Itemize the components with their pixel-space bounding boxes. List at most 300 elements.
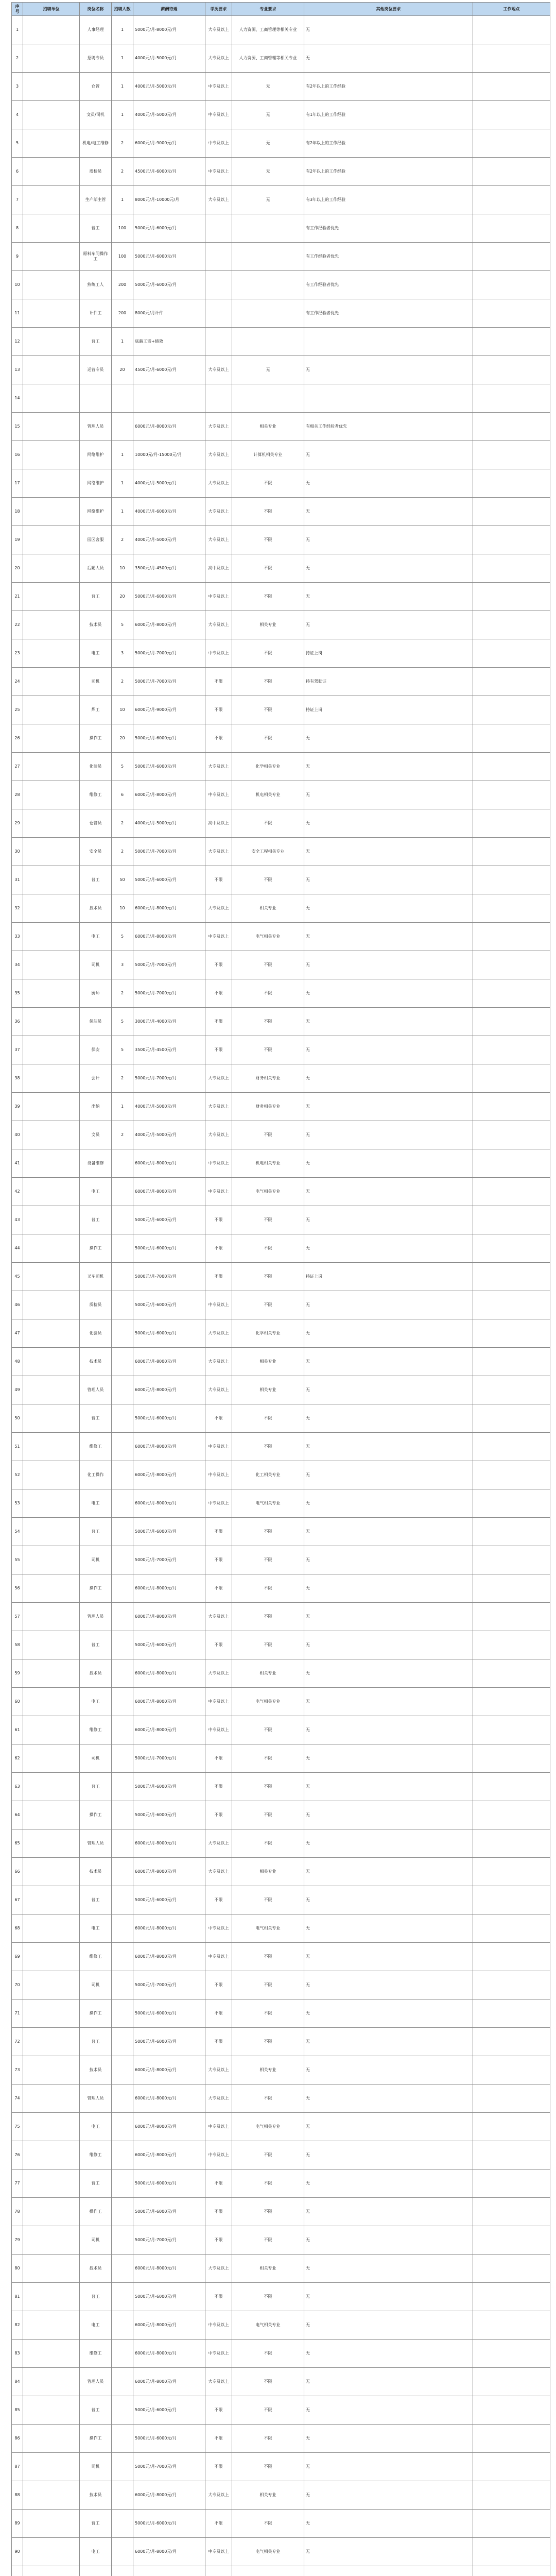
table-row: [12, 838, 550, 866]
cell-major: 财务相关专业: [232, 1093, 304, 1121]
cell-post: 管理人员: [80, 1603, 112, 1631]
cell-post: [80, 2566, 112, 2576]
cell-seq: 57: [12, 1603, 23, 1631]
cell-seq: 49: [12, 1376, 23, 1404]
cell-pay: 6000元/月-8000元/月: [133, 1943, 205, 1971]
cell-edu: 大专及以上: [205, 894, 232, 923]
table-row: [12, 1121, 550, 1149]
cell-pay: 6000元/月-8000元/月: [133, 2368, 205, 2396]
cell-major: 不限: [232, 1631, 304, 1659]
cell-post: 普工: [80, 1631, 112, 1659]
cell-other: 无: [304, 1971, 473, 1999]
cell-pay: 5000元/月-6000元/月: [133, 1404, 205, 1433]
cell-other: 无: [304, 1433, 473, 1461]
cell-pay: 4500元/月-6000元/月: [133, 158, 205, 186]
cell-post: 管理人员: [80, 2368, 112, 2396]
cell-major: 相关专业: [232, 1858, 304, 1886]
cell-post: 电工: [80, 1688, 112, 1716]
cell-other: 无: [304, 1688, 473, 1716]
cell-place: [473, 243, 550, 271]
cell-place: [473, 781, 550, 809]
table-row: [12, 2396, 550, 2425]
cell-unit: [23, 2170, 80, 2198]
table-row: [12, 1376, 550, 1404]
cell-major: 不限: [232, 2226, 304, 2255]
cell-post: 仓管: [80, 73, 112, 101]
cell-place: [473, 979, 550, 1008]
cell-edu: 不限: [205, 2226, 232, 2255]
cell-unit: [23, 384, 80, 413]
cell-pay: 6000元/月-8000元/月: [133, 1659, 205, 1688]
cell-place: [473, 2084, 550, 2113]
table-row: [12, 1319, 550, 1348]
cell-post: 操作工: [80, 1999, 112, 2028]
cell-pay: 6000元/月-8000元/月: [133, 1914, 205, 1943]
cell-pay: 5000元/月-6000元/月: [133, 1801, 205, 1829]
cell-count: [112, 2453, 133, 2481]
cell-pay: 3000元/月-4000元/月: [133, 1008, 205, 1036]
cell-count: [112, 1659, 133, 1688]
table-row: [12, 384, 550, 413]
cell-pay: 6000元/月-8000元/月: [133, 2255, 205, 2283]
cell-major: 相关专业: [232, 1659, 304, 1688]
cell-pay: 6000元/月-8000元/月: [133, 1376, 205, 1404]
cell-other: 无: [304, 1886, 473, 1914]
cell-count: 3: [112, 639, 133, 668]
cell-seq: 66: [12, 1858, 23, 1886]
table-row: [12, 16, 550, 44]
cell-other: 无: [304, 2425, 473, 2453]
cell-unit: [23, 1631, 80, 1659]
table-row: [12, 2028, 550, 2056]
cell-edu: 大专及以上: [205, 16, 232, 44]
cell-place: [473, 1886, 550, 1914]
cell-seq: 39: [12, 1093, 23, 1121]
cell-major: 不限: [232, 526, 304, 554]
cell-place: [473, 1121, 550, 1149]
cell-count: [112, 1773, 133, 1801]
cell-other: 无: [304, 1064, 473, 1093]
cell-edu: [205, 271, 232, 299]
cell-edu: 不限: [205, 724, 232, 753]
cell-pay: 6000元/月-8000元/月: [133, 1348, 205, 1376]
cell-major: 相关专业: [232, 1348, 304, 1376]
table-row: [12, 2113, 550, 2141]
cell-place: [473, 1036, 550, 1064]
cell-place: [473, 1291, 550, 1319]
cell-seq: 71: [12, 1999, 23, 2028]
cell-unit: [23, 1376, 80, 1404]
cell-place: [473, 724, 550, 753]
cell-seq: 86: [12, 2425, 23, 2453]
cell-other: 无: [304, 526, 473, 554]
cell-seq: 15: [12, 413, 23, 441]
cell-place: [473, 1688, 550, 1716]
cell-post: 操作工: [80, 1234, 112, 1263]
cell-other: 无: [304, 611, 473, 639]
cell-seq: 45: [12, 1263, 23, 1291]
cell-unit: [23, 1489, 80, 1518]
cell-unit: [23, 838, 80, 866]
cell-place: [473, 1858, 550, 1886]
cell-count: [112, 2311, 133, 2340]
cell-edu: 大专及以上: [205, 413, 232, 441]
cell-edu: 中专及以上: [205, 101, 232, 129]
cell-major: 化学相关专业: [232, 1319, 304, 1348]
table-row: [12, 2198, 550, 2226]
table-row: [12, 1574, 550, 1603]
cell-unit: [23, 2368, 80, 2396]
cell-pay: 5000元/月-6000元/月: [133, 724, 205, 753]
cell-unit: [23, 1206, 80, 1234]
cell-edu: 不限: [205, 951, 232, 979]
cell-count: 1: [112, 498, 133, 526]
cell-other: 有工作经验者优先: [304, 243, 473, 271]
cell-pay: 6000元/月-8000元/月: [133, 1716, 205, 1744]
cell-major: 不限: [232, 1603, 304, 1631]
cell-unit: [23, 2084, 80, 2113]
cell-major: 不限: [232, 639, 304, 668]
cell-post: 维修工: [80, 2141, 112, 2170]
cell-unit: [23, 1433, 80, 1461]
cell-pay: 底薪工资+绩效: [133, 328, 205, 356]
cell-place: [473, 1234, 550, 1263]
cell-unit: [23, 724, 80, 753]
cell-pay: [133, 2566, 205, 2576]
cell-seq: 52: [12, 1461, 23, 1489]
cell-edu: 大专及以上: [205, 1121, 232, 1149]
cell-pay: 5000元/月-6000元/月: [133, 2028, 205, 2056]
cell-count: [112, 1943, 133, 1971]
table-row: [12, 2368, 550, 2396]
cell-count: 6: [112, 781, 133, 809]
header-post: 岗位名称: [80, 3, 112, 16]
cell-edu: 不限: [205, 2198, 232, 2226]
cell-other: 无: [304, 894, 473, 923]
cell-seq: 24: [12, 668, 23, 696]
cell-place: [473, 2538, 550, 2566]
cell-major: 不限: [232, 2170, 304, 2198]
cell-seq: 65: [12, 1829, 23, 1858]
cell-other: 无: [304, 2510, 473, 2538]
cell-count: 2: [112, 838, 133, 866]
cell-pay: 4000元/月-5000元/月: [133, 469, 205, 498]
cell-seq: 51: [12, 1433, 23, 1461]
cell-pay: 5000元/月-6000元/月: [133, 2198, 205, 2226]
cell-major: 不限: [232, 1801, 304, 1829]
cell-seq: 84: [12, 2368, 23, 2396]
cell-pay: 5000元/月-6000元/月: [133, 753, 205, 781]
table-row: [12, 1886, 550, 1914]
cell-major: 电气相关专业: [232, 1914, 304, 1943]
cell-seq: 1: [12, 16, 23, 44]
cell-edu: 中专及以上: [205, 2538, 232, 2566]
cell-unit: [23, 781, 80, 809]
cell-post: 计件工: [80, 299, 112, 328]
cell-count: [112, 2084, 133, 2113]
cell-seq: 13: [12, 356, 23, 384]
cell-major: 不限: [232, 724, 304, 753]
cell-major: 不限: [232, 979, 304, 1008]
cell-count: 1: [112, 16, 133, 44]
cell-count: 5: [112, 1008, 133, 1036]
cell-pay: 6000元/月-8000元/月: [133, 2113, 205, 2141]
table-row: [12, 2311, 550, 2340]
cell-place: [473, 809, 550, 838]
cell-seq: 30: [12, 838, 23, 866]
cell-pay: 6000元/月-8000元/月: [133, 894, 205, 923]
cell-post: 司机: [80, 1744, 112, 1773]
cell-place: [473, 299, 550, 328]
cell-post: 厨师: [80, 979, 112, 1008]
cell-unit: [23, 1744, 80, 1773]
cell-major: 不限: [232, 1263, 304, 1291]
cell-edu: [205, 2566, 232, 2576]
cell-place: [473, 1603, 550, 1631]
table-row: [12, 2425, 550, 2453]
cell-edu: [205, 214, 232, 243]
cell-post: 司机: [80, 1971, 112, 1999]
cell-count: [112, 1829, 133, 1858]
cell-seq: 43: [12, 1206, 23, 1234]
cell-pay: 5000元/月-7000元/月: [133, 1971, 205, 1999]
cell-place: [473, 639, 550, 668]
cell-pay: 5000元/月-6000元/月: [133, 1773, 205, 1801]
cell-place: [473, 1008, 550, 1036]
cell-edu: [205, 243, 232, 271]
cell-seq: 62: [12, 1744, 23, 1773]
cell-other: 无: [304, 2255, 473, 2283]
cell-edu: 大专及以上: [205, 1319, 232, 1348]
cell-major: [232, 243, 304, 271]
cell-post: 园区客服: [80, 526, 112, 554]
cell-pay: 5000元/月-6000元/月: [133, 1999, 205, 2028]
cell-post: 管理人员: [80, 1829, 112, 1858]
cell-count: [112, 1149, 133, 1178]
cell-seq: 48: [12, 1348, 23, 1376]
cell-count: [112, 1744, 133, 1773]
cell-unit: [23, 611, 80, 639]
cell-count: 1: [112, 186, 133, 214]
cell-place: [473, 2481, 550, 2510]
cell-edu: 大专及以上: [205, 2255, 232, 2283]
cell-major: 不限: [232, 1744, 304, 1773]
cell-count: 20: [112, 583, 133, 611]
table-row: [12, 1858, 550, 1886]
cell-seq: 5: [12, 129, 23, 158]
cell-post: 技术员: [80, 2481, 112, 2510]
cell-major: 不限: [232, 1999, 304, 2028]
table-row: [12, 1716, 550, 1744]
cell-post: 叉车司机: [80, 1263, 112, 1291]
cell-place: [473, 1489, 550, 1518]
cell-seq: 69: [12, 1943, 23, 1971]
table-row: [12, 554, 550, 583]
cell-place: [473, 1971, 550, 1999]
cell-edu: 中专及以上: [205, 2340, 232, 2368]
cell-place: [473, 1319, 550, 1348]
cell-other: 无: [304, 1858, 473, 1886]
cell-unit: [23, 413, 80, 441]
cell-count: [112, 1603, 133, 1631]
cell-count: 2: [112, 158, 133, 186]
cell-other: [304, 328, 473, 356]
cell-edu: 不限: [205, 2396, 232, 2425]
cell-unit: [23, 1659, 80, 1688]
cell-place: [473, 2396, 550, 2425]
cell-unit: [23, 73, 80, 101]
cell-unit: [23, 2113, 80, 2141]
table-row: [12, 923, 550, 951]
cell-seq: 44: [12, 1234, 23, 1263]
cell-pay: 5000元/月-7000元/月: [133, 1546, 205, 1574]
cell-post: 司机: [80, 951, 112, 979]
cell-count: [112, 1971, 133, 1999]
cell-count: [112, 2198, 133, 2226]
cell-post: 普工: [80, 1773, 112, 1801]
cell-other: 无: [304, 923, 473, 951]
cell-other: 无: [304, 2226, 473, 2255]
cell-other: 无: [304, 356, 473, 384]
cell-major: [232, 328, 304, 356]
cell-count: [112, 1489, 133, 1518]
cell-unit: [23, 1064, 80, 1093]
cell-major: [232, 299, 304, 328]
cell-pay: 3500元/月-4500元/月: [133, 1036, 205, 1064]
cell-edu: 大专及以上: [205, 1376, 232, 1404]
cell-count: [112, 1999, 133, 2028]
cell-place: [473, 2170, 550, 2198]
cell-major: 不限: [232, 1829, 304, 1858]
cell-seq: 85: [12, 2396, 23, 2425]
cell-major: 人力资源、工商管理等相关专业: [232, 44, 304, 73]
cell-other: 有工作经验者优先: [304, 271, 473, 299]
cell-post: 人事经理: [80, 16, 112, 44]
cell-unit: [23, 639, 80, 668]
table-row: [12, 1291, 550, 1319]
cell-place: [473, 1999, 550, 2028]
cell-place: [473, 2028, 550, 2056]
cell-count: 1: [112, 1093, 133, 1121]
cell-count: 3: [112, 951, 133, 979]
cell-edu: 中专及以上: [205, 73, 232, 101]
cell-major: 电气相关专业: [232, 1489, 304, 1518]
table-row: [12, 809, 550, 838]
cell-major: [232, 271, 304, 299]
cell-place: [473, 384, 550, 413]
cell-post: 维修工: [80, 1433, 112, 1461]
table-row: [12, 1348, 550, 1376]
cell-pay: 8000元/月-10000元/月: [133, 186, 205, 214]
cell-other: 持证上岗: [304, 639, 473, 668]
cell-seq: 29: [12, 809, 23, 838]
cell-pay: 6000元/月-8000元/月: [133, 413, 205, 441]
cell-post: 管理人员: [80, 1376, 112, 1404]
cell-place: [473, 2255, 550, 2283]
cell-edu: 大专及以上: [205, 1659, 232, 1688]
cell-pay: 3500元/月-4500元/月: [133, 554, 205, 583]
cell-other: 无: [304, 1999, 473, 2028]
table-row: [12, 2481, 550, 2510]
cell-place: [473, 696, 550, 724]
table-row: [12, 356, 550, 384]
cell-place: [473, 1461, 550, 1489]
cell-major: [232, 384, 304, 413]
cell-edu: 中专及以上: [205, 639, 232, 668]
cell-count: 2: [112, 526, 133, 554]
cell-seq: 87: [12, 2453, 23, 2481]
cell-unit: [23, 1716, 80, 1744]
table-row: [12, 328, 550, 356]
cell-place: [473, 1943, 550, 1971]
cell-count: 5: [112, 753, 133, 781]
table-row: [12, 1744, 550, 1773]
table-row: [12, 866, 550, 894]
table-row: [12, 1433, 550, 1461]
cell-other: 有工作经验者优先: [304, 299, 473, 328]
cell-seq: 27: [12, 753, 23, 781]
cell-edu: 大专及以上: [205, 2368, 232, 2396]
cell-count: 10: [112, 554, 133, 583]
cell-post: 普工: [80, 583, 112, 611]
cell-other: 无: [304, 809, 473, 838]
cell-seq: 31: [12, 866, 23, 894]
table-row: [12, 469, 550, 498]
cell-unit: [23, 2481, 80, 2510]
table-row: [12, 271, 550, 299]
cell-major: 不限: [232, 1518, 304, 1546]
cell-post: 普工: [80, 2510, 112, 2538]
table-row: [12, 1093, 550, 1121]
cell-place: [473, 101, 550, 129]
cell-place: [473, 1404, 550, 1433]
cell-seq: 72: [12, 2028, 23, 2056]
cell-edu: 大专及以上: [205, 1858, 232, 1886]
cell-pay: 5000元/月-6000元/月: [133, 1206, 205, 1234]
cell-other: 无: [304, 1291, 473, 1319]
cell-place: [473, 1263, 550, 1291]
cell-unit: [23, 1263, 80, 1291]
cell-seq: 80: [12, 2255, 23, 2283]
table-row: [12, 1659, 550, 1688]
cell-other: 无: [304, 1036, 473, 1064]
cell-pay: 6000元/月-9000元/月: [133, 129, 205, 158]
cell-count: 1: [112, 441, 133, 469]
cell-edu: 中专及以上: [205, 1461, 232, 1489]
cell-unit: [23, 583, 80, 611]
cell-seq: 8: [12, 214, 23, 243]
cell-seq: 6: [12, 158, 23, 186]
cell-count: 2: [112, 668, 133, 696]
cell-unit: [23, 2255, 80, 2283]
cell-unit: [23, 1036, 80, 1064]
cell-other: 有3年以上的工作经验: [304, 186, 473, 214]
cell-unit: [23, 1461, 80, 1489]
cell-post: 操作工: [80, 2198, 112, 2226]
cell-unit: [23, 923, 80, 951]
cell-major: 相关专业: [232, 894, 304, 923]
cell-unit: [23, 356, 80, 384]
cell-major: 电气相关专业: [232, 2113, 304, 2141]
table-row: [12, 639, 550, 668]
cell-edu: 中专及以上: [205, 583, 232, 611]
cell-count: [112, 1518, 133, 1546]
cell-unit: [23, 526, 80, 554]
cell-seq: 42: [12, 1178, 23, 1206]
cell-seq: 41: [12, 1149, 23, 1178]
cell-unit: [23, 2141, 80, 2170]
table-row: [12, 1234, 550, 1263]
